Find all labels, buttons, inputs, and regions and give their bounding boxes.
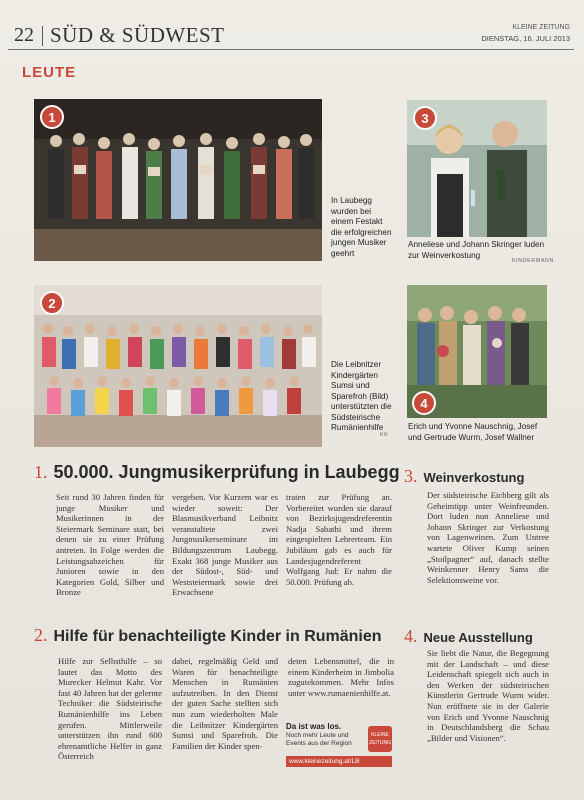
article-4-headline: Neue Ausstellung [423, 630, 533, 645]
photo-badge-3: 3 [413, 106, 437, 130]
newspaper-logo: KLEINE ZEITUNG [368, 726, 392, 752]
article-4-number: 4. [404, 626, 418, 646]
photo-exhibition [407, 285, 547, 418]
photo-kindergarten-image [34, 285, 322, 447]
photo-musicians-image [34, 99, 322, 261]
article-2-col-1: Hilfe zur Selbsthilfe – so lautet das Motto des Murecker Helmut Kahr. Vor fast 40 Jahren hat der gelernte Techniker die Südsteirische Rumänienhilfe ins Leben gerufen. Mittlerweile unterstützen ihn rund 600 ehrenamtliche Helfer in ganz Österreich [58, 656, 162, 762]
photo-caption-3: Anneliese und Johann Skringer luden zur Weinverkostung [408, 240, 545, 260]
photo-musicians [34, 99, 322, 261]
header-divider [42, 26, 43, 46]
article-4-title [404, 626, 533, 647]
article-1-title [34, 462, 400, 483]
article-3-title [404, 466, 524, 487]
promo-box [286, 722, 394, 774]
article-1-col-1: Seit rund 30 Jahren finden für junge Musiker und Musikerinnen in der Steiermark Seminare statt, bei denen sie zu einer Prüfung antreten. In Folge werden die Leistungsabzeichen für Junioren sowie in den Kategorien Gold, Silber und Bronze [56, 492, 164, 598]
promo-text: Noch mehr Leute und Events aus der Region [286, 732, 352, 747]
department-label: LEUTE [22, 64, 77, 81]
photo-kindergarten [34, 285, 322, 447]
photo-badge-1: 1 [40, 105, 64, 129]
paper-name: KLEINE ZEITUNG [512, 24, 570, 31]
article-1-number: 1. [34, 462, 48, 482]
photo-badge-4: 4 [412, 391, 436, 415]
article-1-headline: 50.000. Jungmusikerprüfung in Laubegg [53, 462, 400, 482]
photo-credit-3: KINDERMANN [512, 258, 554, 264]
article-2-number: 2. [34, 625, 48, 645]
page-number: 22 [14, 24, 34, 46]
article-1-col-2: vergeben. Vor Kurzem war es wieder soweit: Der Blasmusikverband Leibnitz veranstaltete zwei Jungmusikerseminare im Bildungszentrum Laubegg. Exakt 368 junge Musiker aus der Südost-, Süd- und Weststeiermark sowie drei Erwachsene [172, 492, 278, 598]
promo-headline: Da ist was los. [286, 722, 342, 731]
article-3-text: Der südsteirische Eichberg gilt als Geheimtipp unter Weinfreunden. Dort luden nun Anneliese und Johann Skringer zur Verkostung von Lagenweinen. Zum Untree wartete Oliver Kump seinen „Stoilpagner“ auf, danach stellte Weinkenner Henry Sams die Selektionsweine vor. [427, 490, 549, 585]
page-header [8, 20, 574, 50]
photo-caption-2: Die Leibnitzer Kindergärten Sumsi und Sparefroh (Bild) unterstützten die Südsteirische Rumänienhilfe [331, 360, 392, 432]
photo-caption-4: Erich und Yvonne Nauschnig, Josef und Gertrude Wurm, Josef Wallner [408, 422, 538, 442]
promo-link[interactable]: www.kleinezeitung.at/LB [286, 756, 392, 767]
article-2-title [34, 625, 382, 646]
article-2-col-2: dabei, regelmäßig Geld und Waren für benachteiligte Menschen in Rumänien aufzutreiben. In den Dienst der guten Sache stellten sich nun zum wiederholten Male die Leibnitzer Kindergärten Sumsi und Sparefroh. Die Familien der Kinder spen- [172, 656, 278, 751]
photo-caption-1: In Laubegg wurden bei einem Festakt die erfolgreichen jungen Musiker geehrt [331, 196, 392, 258]
photo-credit-2: KK [380, 432, 389, 438]
photo-wine-tasting [407, 100, 547, 237]
article-2-col-3: deten Lebensmittel, die in einem Kinderheim in Jimbolia zugutekommen. Mehr Infos unter www.rumaenienhilfe.at. [288, 656, 394, 698]
article-3-number: 3. [404, 466, 418, 486]
article-4-text: Sie liebt die Natur, die Begegnung mit der Landschaft – und diese Leidenschaft spiegelt sich auch in den Werken der südsteirischen Künstlerin Gertrude Wurm wider. Nun eröffnete sie in der Galerie von Erich und Yvonne Nauschnig in Deutschlandsberg die Schau „Bilder und Visionen“. [427, 648, 549, 743]
article-1-col-3: traten zur Prüfung an. Vorbereitet wurden sie darauf von Bezirksjugendreferentin Nadja Sabathi und ihrem eingespielten Lehrerteam. Ein Jubiläum gab es auch für Landesjugendreferent Wolfgang Jud: Er nahm die 50.000. Prüfung ab. [286, 492, 392, 587]
photo-badge-2: 2 [40, 291, 64, 315]
article-3-headline: Weinverkostung [423, 470, 525, 485]
issue-date: DIENSTAG, 16. JULI 2013 [481, 34, 570, 43]
section-title: SÜD & SÜDWEST [50, 23, 225, 47]
article-2-headline: Hilfe für benachteiligte Kinder in Rumänien [53, 628, 382, 645]
